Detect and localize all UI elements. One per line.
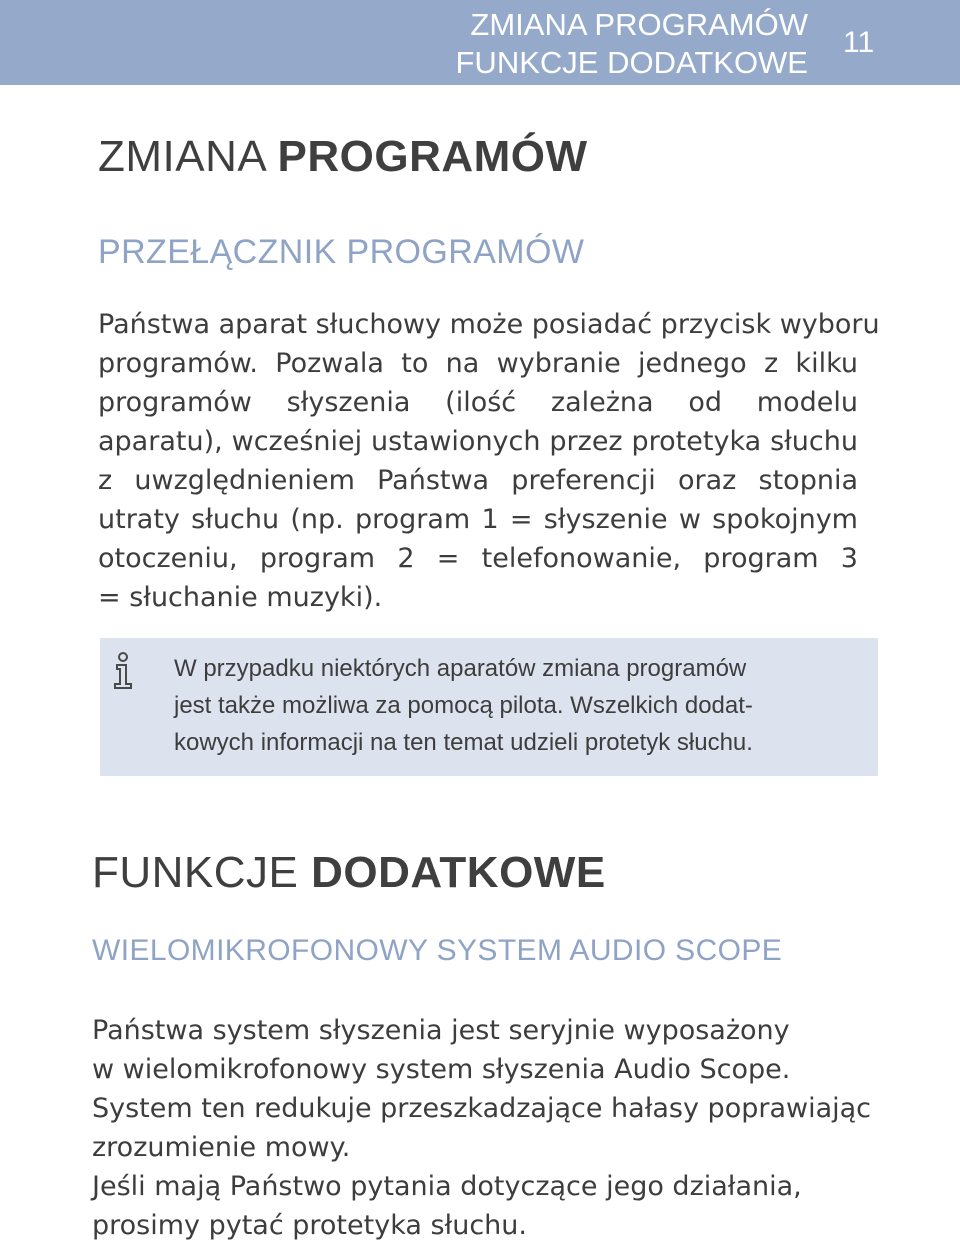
section1-paragraph	[98, 305, 880, 617]
info-line: kowych informacji na ten temat udzieli protetyk słuchu.	[174, 729, 753, 756]
subheading-audio-scope: WIELOMIKROFONOWY SYSTEM AUDIO SCOPE	[92, 934, 783, 967]
heading-light-text: ZMIANA	[98, 132, 278, 181]
heading-light-text: FUNKCJE	[92, 848, 312, 897]
info-box	[100, 638, 878, 776]
subheading-przelacznik-programow: PRZEŁĄCZNIK PROGRAMÓW	[98, 233, 585, 271]
paragraph-line: prosimy pytać protetyka słuchu.	[92, 1210, 527, 1241]
section-heading-funkcje-dodatkowe	[92, 848, 606, 898]
header-title-line2: FUNKCJE DODATKOWE	[455, 45, 808, 80]
page-header	[0, 0, 960, 85]
heading-bold-text: PROGRAMÓW	[277, 132, 588, 181]
paragraph-line: w wielomikrofonowy system słyszenia Audio Scope.	[92, 1054, 791, 1085]
paragraph-line: zrozumienie mowy.	[92, 1132, 351, 1163]
paragraph-line: = słuchanie muzyki).	[98, 582, 383, 613]
page-number: 11	[843, 26, 875, 59]
paragraph-line: Państwa system słyszenia jest seryjnie wyposażony	[92, 1015, 790, 1046]
paragraph-line: Państwa aparat słuchowy może posiadać przycisk wyboru	[98, 309, 880, 340]
paragraph-line: programów. Pozwala to na wybranie jednego z kilku	[98, 348, 858, 379]
info-line: W przypadku niektórych aparatów zmiana programów	[174, 655, 747, 682]
header-title-line1: ZMIANA PROGRAMÓW	[470, 7, 808, 42]
info-icon	[112, 652, 134, 690]
paragraph-line: Jeśli mają Państwo pytania dotyczące jego działania,	[92, 1171, 802, 1202]
paragraph-line: aparatu), wcześniej ustawionych przez protetyka słuchu	[98, 426, 858, 457]
heading-bold-text: DODATKOWE	[311, 848, 606, 897]
section-heading-zmiana-programow	[98, 132, 588, 182]
paragraph-line: z uwzględnieniem Państwa preferencji oraz stopnia	[98, 465, 858, 496]
section2-paragraph	[92, 1011, 892, 1245]
info-text	[174, 650, 854, 761]
paragraph-line: System ten redukuje przeszkadzające hałasy poprawiając	[92, 1093, 872, 1124]
paragraph-line: programów słyszenia (ilość zależna od modelu	[98, 387, 858, 418]
paragraph-line: otoczeniu, program 2 = telefonowanie, program 3	[98, 543, 858, 574]
paragraph-line: utraty słuchu (np. program 1 = słyszenie w spokojnym	[98, 504, 858, 535]
info-line: jest także możliwa za pomocą pilota. Wszelkich dodat-	[174, 692, 753, 719]
header-titles	[456, 6, 809, 82]
